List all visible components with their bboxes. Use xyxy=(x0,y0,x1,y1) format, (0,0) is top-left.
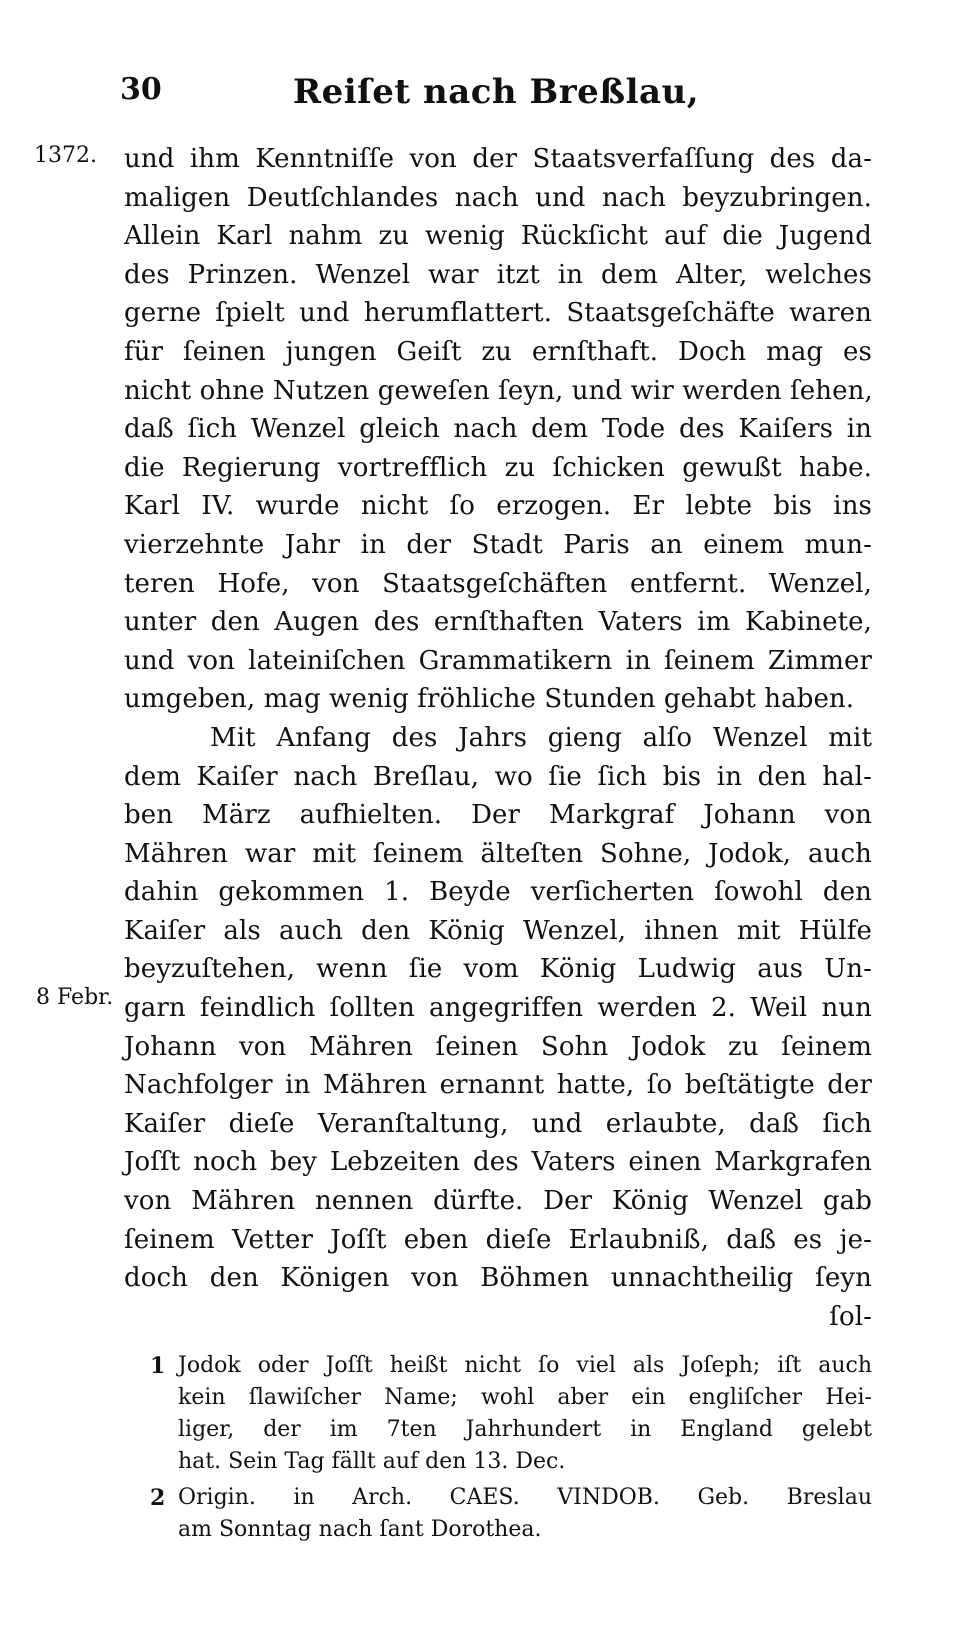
body-line: vierzehnte Jahr in der Stadt Paris an einem mun- xyxy=(124,529,872,560)
body-line: für ſeinen jungen Geiſt zu ernſthaft. Doch mag es xyxy=(124,336,872,367)
body-line: dahin gekommen 1. Beyde verſicherten ſowohl den xyxy=(124,877,872,908)
margin-note-date: 8 Febr. xyxy=(36,985,114,1010)
body-line: Mit Anfang des Jahrs gieng alſo Wenzel mit xyxy=(210,722,872,753)
body-line: die Regierung vortrefflich zu ſchicken gewußt habe. xyxy=(124,452,872,483)
body-line: maligen Deutſchlandes nach und nach beyzubringen. xyxy=(124,182,872,213)
body-line: Joſſt noch bey Lebzeiten des Vaters einen Markgrafen xyxy=(124,1147,872,1178)
footnote-number: 2 xyxy=(150,1485,166,1511)
body-line: gerne ſpielt und herumflattert. Staatsgeſchäfte waren xyxy=(124,298,872,329)
footnote-line: am Sonntag nach ſant Dorothea. xyxy=(178,1517,542,1542)
body-line: umgeben, mag wenig fröhliche Stunden gehabt haben. xyxy=(124,684,855,715)
footnote-number: 1 xyxy=(150,1353,166,1379)
margin-note-year: 1372. xyxy=(34,143,97,168)
page-number: 30 xyxy=(120,72,162,107)
footnote xyxy=(150,1482,872,1546)
page-header xyxy=(120,72,872,122)
body-line: und ihm Kenntniſſe von der Staatsverfaſſung des da- xyxy=(124,144,872,174)
body-line: Nachfolger in Mähren ernannt hatte, ſo beſtätigte der xyxy=(124,1070,872,1101)
body-line: und von lateiniſchen Grammatikern in ſeinem Zimmer xyxy=(124,645,872,676)
footnote-line: Origin. in Arch. CAES. VINDOB. Geb. Breslau xyxy=(178,1485,872,1510)
body-line: garn feindlich ſollten angegriffen werden 2. Weil nun xyxy=(124,993,872,1024)
catchword: ſol- xyxy=(829,1301,872,1332)
body-line: Kaiſer als auch den König Wenzel, ihnen mit Hülfe xyxy=(124,915,872,946)
body-line: unter den Augen des ernſthaften Vaters im Kabinete, xyxy=(124,607,872,638)
body-line: Karl IV. wurde nicht ſo erzogen. Er lebte bis ins xyxy=(124,491,872,522)
body-line: beyzuſtehen, wenn ſie vom König Ludwig aus Un- xyxy=(124,954,872,985)
body-line: von Mähren nennen dürfte. Der König Wenzel gab xyxy=(124,1186,872,1217)
running-head: Reiſet nach Breßlau, xyxy=(292,72,700,112)
body-line: doch den Königen von Böhmen unnachtheilig ſeyn xyxy=(124,1263,872,1294)
body-line: Mähren war mit ſeinem älteſten Sohne, Jodok, auch xyxy=(124,838,872,869)
body-line: ben März aufhielten. Der Markgraf Johann von xyxy=(124,800,872,831)
body-line: des Prinzen. Wenzel war itzt in dem Alter, welches xyxy=(124,259,872,290)
footnotes xyxy=(150,1350,872,1550)
body-line: nicht ohne Nutzen geweſen ſeyn, und wir werden ſehen, xyxy=(124,375,873,406)
footnote-line: Jodok oder Joſſt heißt nicht ſo viel als Joſeph; iſt auch xyxy=(178,1353,872,1378)
footnote-line: kein ſlawiſcher Name; wohl aber ein engliſcher Hei- xyxy=(178,1385,872,1410)
body-line: Johann von Mähren ſeinen Sohn Jodok zu ſeinem xyxy=(124,1031,872,1062)
body-line: Kaiſer dieſe Veranſtaltung, und erlaubte, daß ſich xyxy=(124,1108,872,1139)
body-line: dem Kaiſer nach Breſlau, wo ſie ſich bis in den hal- xyxy=(124,761,872,792)
body-line: daß ſich Wenzel gleich nach dem Tode des Kaiſers in xyxy=(124,414,872,445)
body-line: ſeinem Vetter Joſſt eben dieſe Erlaubniß, daß es je- xyxy=(124,1224,872,1255)
body-line: Allein Karl nahm zu wenig Rückſicht auf die Jugend xyxy=(124,221,872,252)
body-text xyxy=(124,140,872,1336)
footnote-line: liger, der im 7ten Jahrhundert in England gelebt xyxy=(178,1417,872,1442)
footnote xyxy=(150,1350,872,1478)
body-line: teren Hofe, von Staatsgeſchäften entfernt. Wenzel, xyxy=(124,568,872,599)
footnote-line: hat. Sein Tag fällt auf den 13. Dec. xyxy=(178,1449,566,1474)
